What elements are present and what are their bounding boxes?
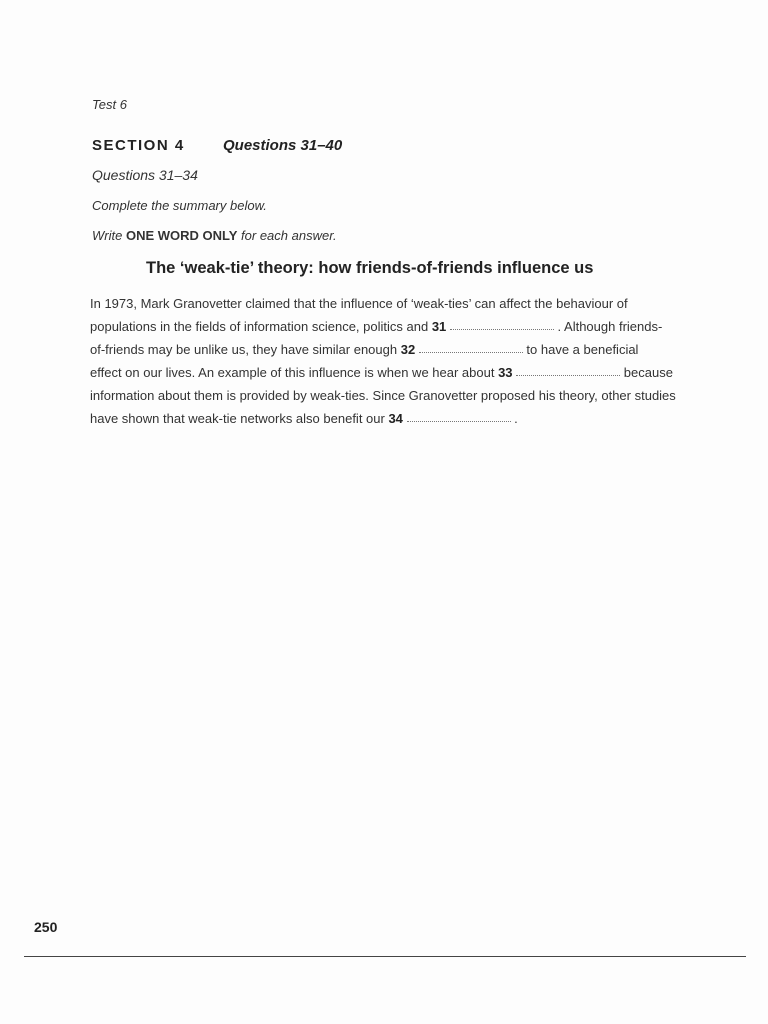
question-32-number: 32 — [400, 342, 416, 357]
section-range: Questions 31–40 — [223, 137, 343, 154]
summary-text-segment: of-friends may be unlike us, they have similar enough — [90, 342, 401, 357]
summary-line — [90, 384, 700, 407]
answer-blank-32[interactable] — [419, 352, 523, 353]
summary-line — [90, 292, 700, 315]
footer-divider — [24, 956, 746, 957]
test-label: Test 6 — [92, 97, 127, 112]
summary-text-segment: have shown that weak-tie networks also benefit our — [90, 411, 389, 426]
answer-blank-34[interactable] — [407, 421, 511, 422]
summary-line — [90, 407, 700, 430]
summary-text-segment: information about them is provided by weak-ties. Since Granovetter proposed his theory, other studies — [90, 388, 676, 403]
section-header — [92, 137, 342, 154]
answer-blank-33[interactable] — [516, 375, 620, 376]
summary-text — [90, 292, 700, 430]
summary-text-segment: to have a beneficial — [522, 342, 639, 357]
instruction-complete: Complete the summary below. — [92, 198, 267, 213]
section-title: SECTION 4 — [92, 137, 185, 154]
question-range: Questions 31–34 — [92, 167, 198, 183]
summary-text-segment: because — [620, 365, 673, 380]
instruction-suffix: for each answer. — [237, 228, 337, 243]
summary-text-segment: populations in the fields of information science, politics and — [90, 319, 432, 334]
summary-text-segment: . Although friends- — [553, 319, 663, 334]
summary-line — [90, 315, 700, 338]
answer-blank-31[interactable] — [450, 329, 554, 330]
summary-text-segment: In 1973, Mark Granovetter claimed that the influence of ‘weak-ties’ can affect the behaviour of — [90, 296, 628, 311]
summary-title: The ‘weak-tie’ theory: how friends-of-friends influence us — [146, 259, 594, 277]
summary-text-segment: . — [510, 411, 518, 426]
summary-text-segment: effect on our lives. An example of this influence is when we hear about — [90, 365, 499, 380]
question-31-number: 31 — [431, 319, 447, 334]
question-33-number: 33 — [498, 365, 513, 380]
question-34-number: 34 — [388, 411, 403, 426]
page-number: 250 — [34, 919, 58, 935]
instruction-prefix: Write — [92, 228, 126, 243]
summary-line — [90, 338, 700, 361]
instruction-bold: ONE WORD ONLY — [125, 228, 238, 243]
summary-line — [90, 361, 700, 384]
instruction-word-limit — [92, 228, 337, 243]
